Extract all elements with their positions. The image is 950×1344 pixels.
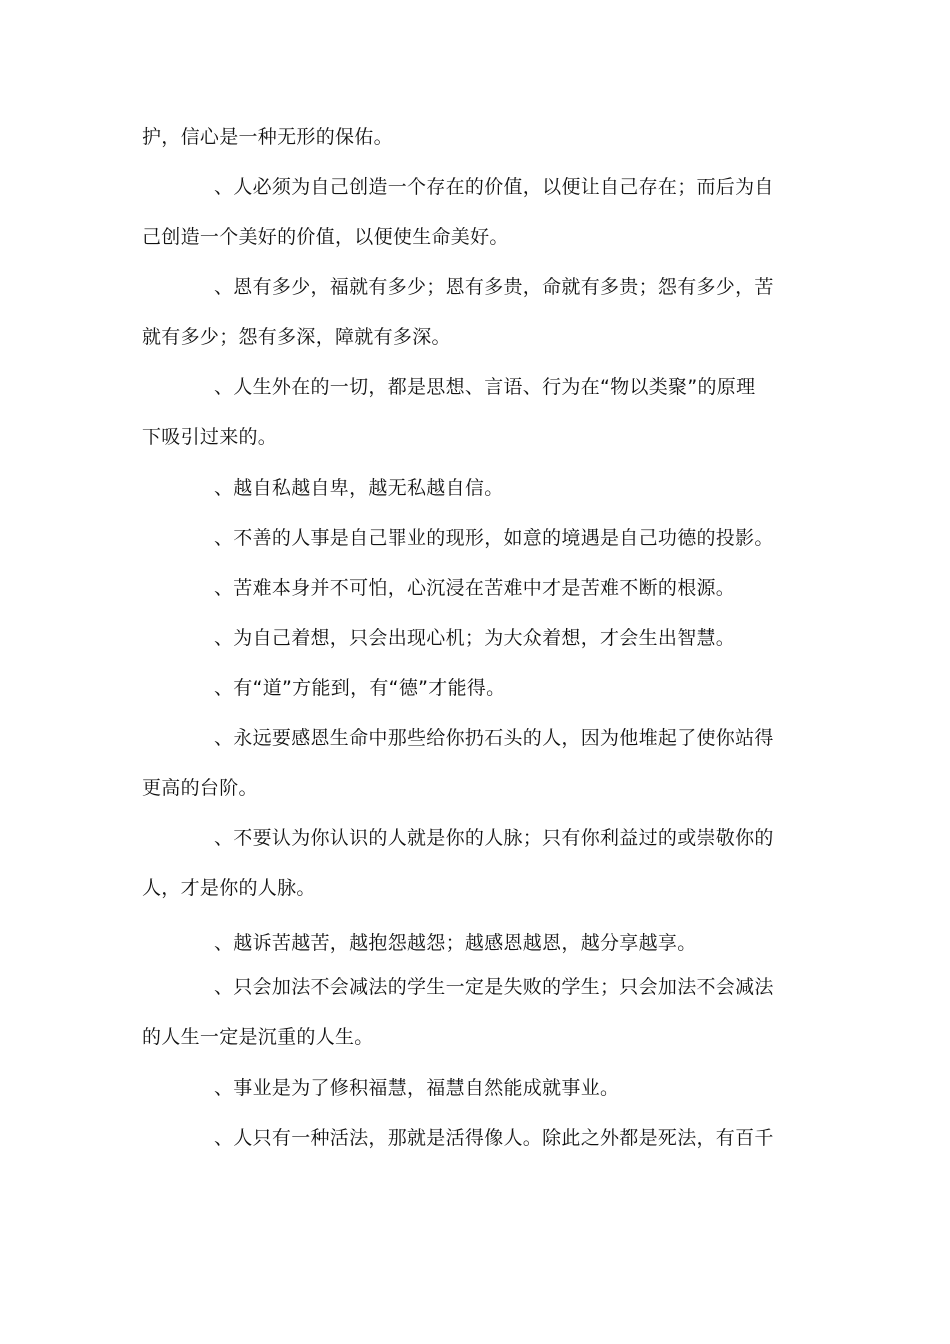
text-line: 、不善的人事是自己罪业的现形，如意的境遇是自己功德的投影。 [214, 527, 774, 549]
text-line: 护，信心是一种无形的保佑。 [142, 126, 393, 148]
text-line: 就有多少；怨有多深，障就有多深。 [142, 326, 451, 348]
text-line: 己创造一个美好的价值，以便使生命美好。 [142, 226, 509, 248]
text-line: 、苦难本身并不可怕，心沉浸在苦难中才是苦难不断的根源。 [214, 577, 736, 599]
text-line: 、有“道”方能到，有“德”才能得。 [214, 677, 506, 699]
text-line: 、人生外在的一切，都是思想、言语、行为在“物以类聚”的原理 [214, 376, 756, 398]
text-line: 、事业是为了修积福慧，福慧自然能成就事业。 [214, 1077, 620, 1099]
text-line: 的人生一定是沉重的人生。 [142, 1026, 374, 1048]
text-line: 下吸引过来的。 [142, 426, 278, 448]
text-line: 、永远要感恩生命中那些给你扔石头的人，因为他堆起了使你站得 [214, 727, 774, 749]
text-line: 、越自私越自卑，越无私越自信。 [214, 477, 504, 499]
text-line: 、只会加法不会减法的学生一定是失败的学生；只会加法不会减法 [214, 976, 774, 998]
text-line: 、人只有一种活法，那就是活得像人。除此之外都是死法，有百千 [214, 1127, 774, 1149]
text-line: 人，才是你的人脉。 [142, 877, 316, 899]
text-line: 、越诉苦越苦，越抱怨越怨；越感恩越恩，越分享越享。 [214, 932, 697, 954]
text-line: 、不要认为你认识的人就是你的人脉；只有你利益过的或崇敬你的 [214, 827, 774, 849]
text-line: 、恩有多少，福就有多少；恩有多贵，命就有多贵；怨有多少，苦 [214, 276, 774, 298]
text-line: 、为自己着想，只会出现心机；为大众着想，才会生出智慧。 [214, 627, 736, 649]
text-line: 、人必须为自己创造一个存在的价值，以便让自己存在；而后为自 [214, 176, 774, 198]
text-line: 更高的台阶。 [142, 777, 258, 799]
